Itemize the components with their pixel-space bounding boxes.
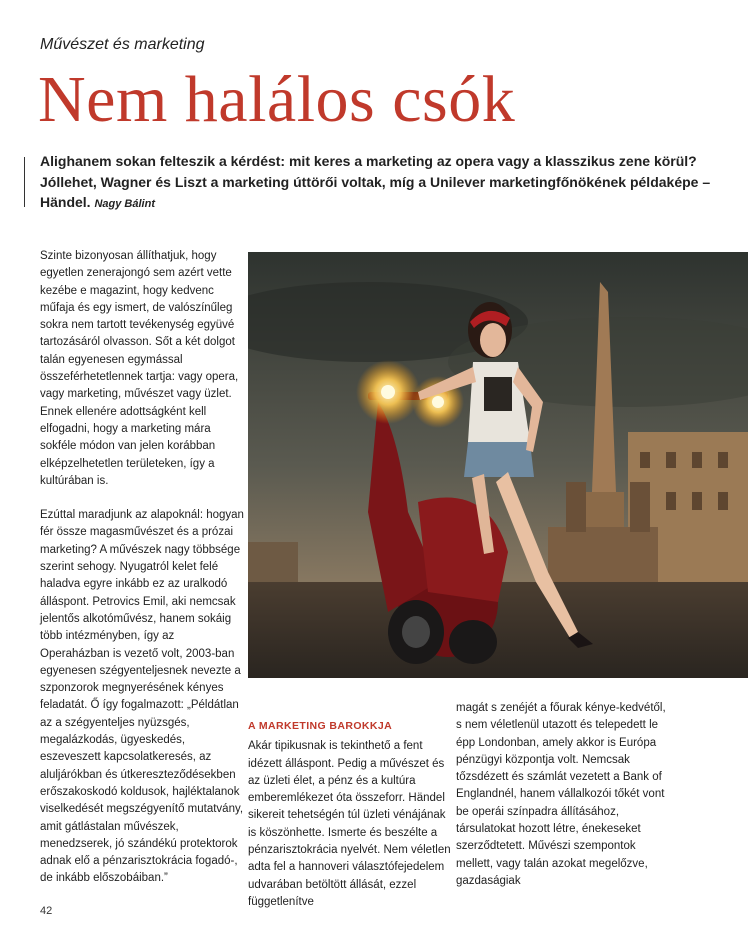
- lead-rule: [24, 157, 25, 207]
- article-photo: [248, 252, 748, 678]
- col1-paragraph-2: Ezúttal maradjunk az alapoknál: hogyan fér össze magasművészet és a prózai marketing? A művészek nagy többsége szerint sehogy. Nyugatról kelet felé haladva egyre inkább ez az uralkodó álláspont. Petrovics Emil, aki nemcsak jelentős alkotóművész, hanem sokáig több intézményben, így az Operaházban is vezető volt, 2003-ban egyenesen szégyenteljesnek nevezte a szponzorok megnyerésének kényes feladatát. Ő így fogalmazott: „Példátlan az a szégyenteljes nyüzsgés, megalázkodás, ügyeskedés, eszeveszett kapcsolatkeresés, az aluljárókban és útkereszteződésekben erőszakoskodó koldusok, hajléktalanok viselkedését megszégyenítő mutatvány, amit gátlástalan művészek, menedzserek, jó szándékú protektorok adnak elő a pénzarisztokrácia fogadó-, de inkább előszobáiban.”: [40, 509, 244, 885]
- col2-text: Akár tipikusnak is tekinthető a fent idézett álláspont. Pedig a művészet és az üzleti élet, a pénz és a kultúra emberemlékezet óta összeforr. Händel sikereit tehetségén túl üzleti vénájának is köszönhette. Ismerte és beszélte a pénzarisztokrácia nyelvét. Nem véletlen adta fel a hannoveri választófejedelem udvarában betöltött állását, ezzel függetlenítve: [248, 740, 451, 908]
- article-title: Nem halálos csók: [38, 63, 516, 136]
- page-number: 42: [40, 905, 53, 917]
- col3-text: magát s zenéjét a főurak kénye-kedvétől, s nem véletlenül utazott és telepedett le épp Londonban, amely akkor is Európa pénzügyi központja volt. Nemcsak tőzsdézett és számlát vezetett a Bank of Englandnél, hanem vállalkozói tőkét vont be operái színpadra állításához, társulatokat hozott létre, énekeseket szerződtetett. Művészi szempontok mellett, vagy talán azokat megelőzve, gazdaságiak: [456, 702, 666, 887]
- lead-text: Alighanem sokan felteszik a kérdést: mit keres a marketing az opera vagy a klasszikus zene körül? Jóllehet, Wagner és Liszt a marketing úttörői voltak, míg a Unilever marketingfőnökének példaképe – Händel.: [40, 153, 711, 210]
- column-2: [248, 718, 453, 911]
- column-1: [40, 248, 245, 905]
- section-label: Művészet és marketing: [40, 36, 205, 53]
- column-subhead: A MARKETING BAROKKJA: [248, 720, 393, 732]
- col1-paragraph-1: Szinte bizonyosan állíthatjuk, hogy egyetlen zenerajongó sem azért vette kezébe e magazint, hogy kedvenc műfaja és egy ismert, de valószínűleg sokra nem tartott tevékenység együvé tartozásáról olvasson. Sőt a két dolgot talán egyenesen egymással összeférhetetlennek tartja: vagy opera, vagy marketing, művészet vagy üzlet. Ennek ellenére adottságként kell elfogadni, hogy a marketing mára sokféle módon van jelen korábban elképzelhetetlen területeken, így a kultúrában is.: [40, 250, 239, 487]
- author-name: Nagy Bálint: [94, 198, 155, 210]
- column-3: [456, 700, 666, 890]
- scooter-photo-illustration: [248, 252, 748, 678]
- article-lead: [40, 151, 720, 215]
